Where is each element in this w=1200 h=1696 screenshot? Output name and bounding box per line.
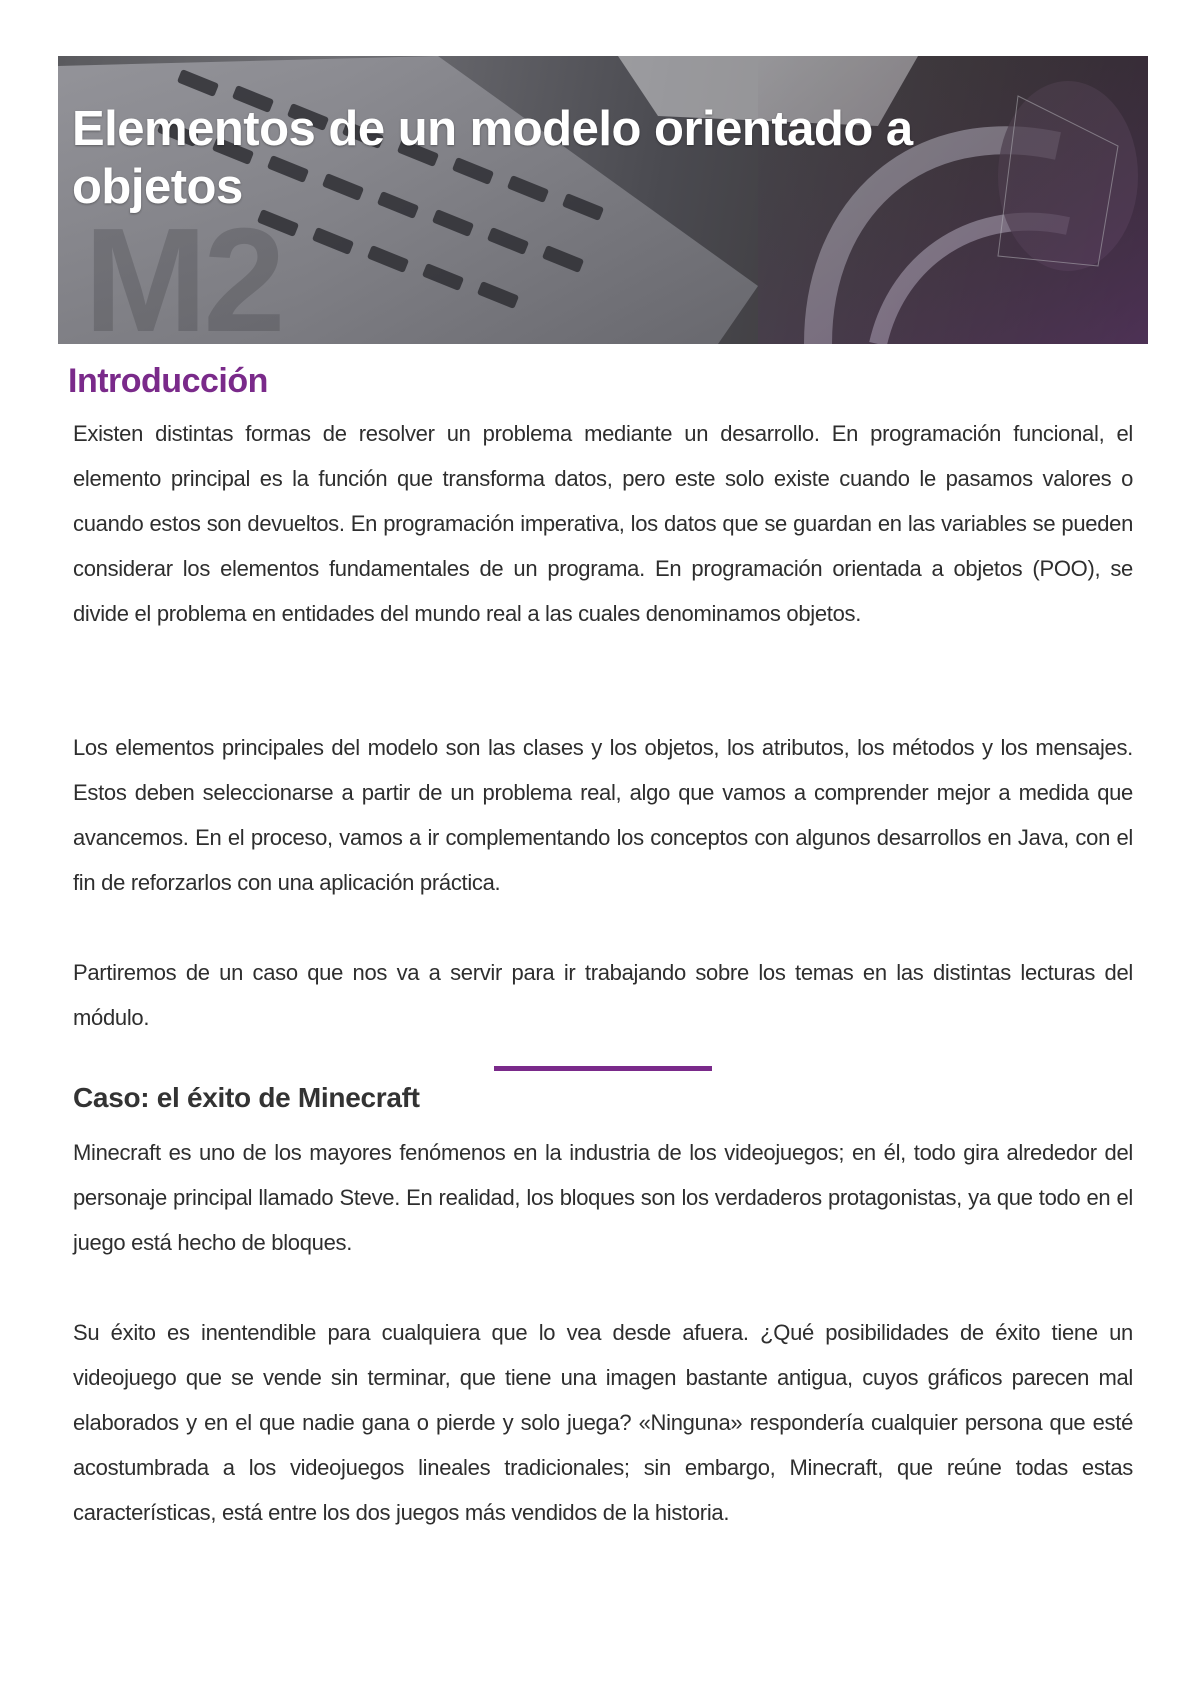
case-paragraph-2: Su éxito es inentendible para cualquiera que lo vea desde afuera. ¿Qué posibilidades de éxito tiene un videojuego que se vende sin terminar, que tiene una imagen bastante antigua, cuyos gráficos parecen mal elaborados y en el que nadie gana o pierde y solo juega? «Ninguna» respondería cualquier persona que esté acostumbrada a los videojuegos lineales tradicionales; sin embargo, Minecraft, que reúne todas estas características, está entre los dos juegos más vendidos de la historia. [73, 1320, 1133, 1525]
section-divider [494, 1066, 712, 1071]
intro-paragraph-2: Los elementos principales del modelo son las clases y los objetos, los atributos, los métodos y los mensajes. Estos deben seleccionarse a partir de un problema real, algo que vamos a comprender mejor a medida que avancemos. En el proceso, vamos a ir complementando los conceptos con algunos desarrollos en Java, con el fin de reforzarlos con una aplicación práctica. [73, 735, 1133, 895]
intro-heading: Introducción [68, 362, 268, 400]
intro-paragraph-3: Partiremos de un caso que nos va a servir para ir trabajando sobre los temas en las distintas lecturas del módulo. [73, 960, 1133, 1030]
case-heading: Caso: el éxito de Minecraft [73, 1082, 420, 1113]
case-paragraph-1: Minecraft es uno de los mayores fenómenos en la industria de los videojuegos; en él, todo gira alrededor del personaje principal llamado Steve. En realidad, los bloques son los verdaderos protagonistas, ya que todo en el juego está hecho de bloques. [73, 1140, 1133, 1255]
header-banner [58, 56, 1148, 344]
module-watermark: M2 [84, 198, 282, 344]
page-title: Elementos de un modelo orientado a objetos [72, 102, 913, 214]
intro-paragraph-1: Existen distintas formas de resolver un problema mediante un desarrollo. En programación funcional, el elemento principal es la función que transforma datos, pero este solo existe cuando le pasamos valores o cuando estos son devueltos. En programación imperativa, los datos que se guardan en las variables se pueden considerar los elementos fundamentales de un programa. En programación orientada a objetos (POO), se divide el problema en entidades del mundo real a las cuales denominamos objetos. [73, 421, 1133, 626]
